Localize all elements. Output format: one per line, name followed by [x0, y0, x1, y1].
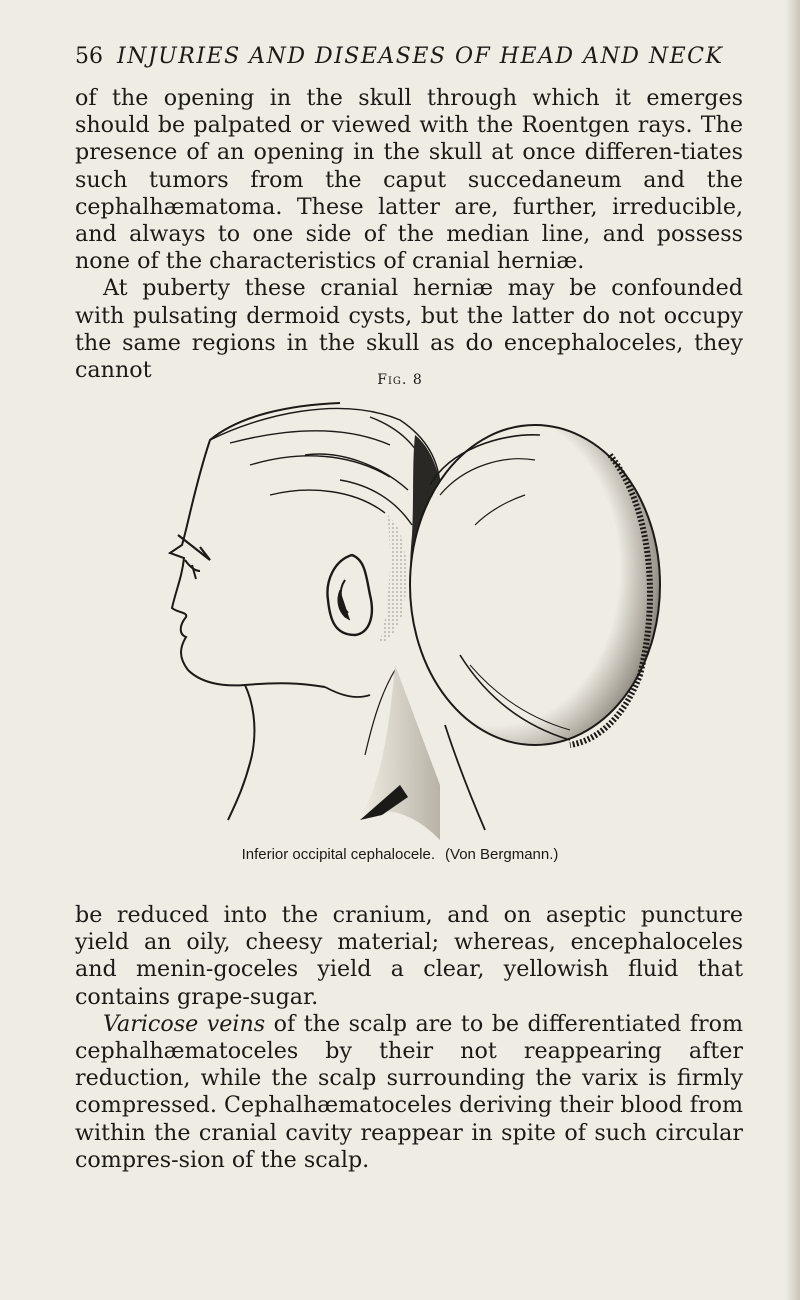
paragraph-reduction: be reduced into the cranium, and on aseptic puncture yield an oily, cheesy material; whereas, encephaloceles and menin-goceles yield a clear, yellowish fluid that contains grape-sugar. — [75, 902, 743, 1010]
page-edge — [786, 0, 800, 1300]
figure-label: Fig. 8 — [377, 372, 423, 388]
hair-lines — [210, 409, 440, 525]
paragraph-varicose-text: of the scalp are to be differentiated from cephalhæmatoceles by their not reappearing after reduction, while the scalp surrounding the varix is firmly compressed. Cephalhæmatoceles deriving their blood from within the cranial cavity reappear in spite of such circular compres-sion of the scalp. — [75, 1010, 743, 1173]
running-head-title: INJURIES AND DISEASES OF HEAD AND NECK — [117, 44, 724, 69]
paragraph-puberty: At puberty these cranial herniæ may be confounded with pulsating dermoid cysts, but the latter do not occupy the same regions in the skull as do encephaloceles, they cannot — [75, 275, 743, 384]
face-profile — [170, 403, 340, 687]
neck-back — [325, 687, 370, 697]
paragraph-continuation: of the opening in the skull through which it emerges should be palpated or viewed with the Roentgen rays. The presence of an opening in the skull at once differen-tiates such tumors from the caput succedaneum and the cephalhæmatoma. These latter are, further, irreducible, and always to one side of the median line, and possess none of the characteristics of cranial herniæ. — [75, 85, 743, 275]
figure-illustration — [140, 395, 670, 850]
eyebrow — [178, 535, 210, 560]
page-number: 56 — [75, 44, 103, 69]
neck-front — [228, 685, 254, 820]
paragraph-varicose-veins — [75, 1011, 743, 1174]
body-text-top — [75, 85, 743, 384]
term-varicose-veins: Varicose veins — [103, 1010, 266, 1037]
ear — [327, 555, 371, 635]
caption-credit: (Von Bergmann.) — [445, 846, 559, 863]
eye — [185, 560, 200, 579]
body-text-bottom — [75, 902, 743, 1174]
caption-text: Inferior occipital cephalocele. — [241, 846, 436, 863]
figure-caption — [0, 846, 800, 863]
running-head — [75, 40, 735, 74]
